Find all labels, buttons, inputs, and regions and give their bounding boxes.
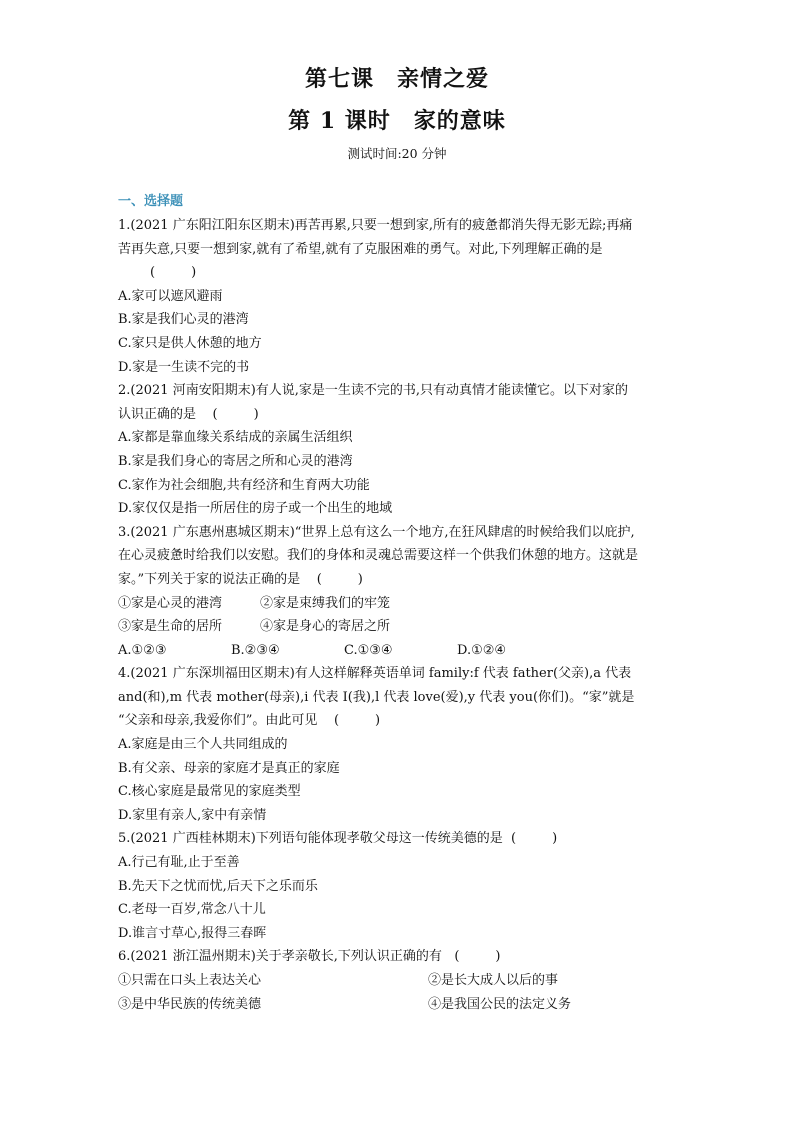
q3-stem-line-3: [118, 568, 678, 592]
paren-open: (: [511, 831, 517, 847]
q4-option-c: C.核心家庭是最常见的家庭类型: [118, 784, 301, 800]
q3-options: [118, 639, 678, 663]
q3-stem-line-2: 在心灵疲惫时给我们以安慰。我们的身体和灵魂总需要这样一个供我们休憩的地方。这就是: [118, 548, 639, 564]
q3-item-3: ③家是生命的居所: [118, 619, 223, 635]
q2-option-d: D.家仅仅是指一所居住的房子或一个出生的地域: [118, 501, 393, 517]
q2-option-b: B.家是我们身心的寄居之所和心灵的港湾: [118, 453, 353, 469]
q1-stem-line-2: 苦再失意,只要一想到家,就有了希望,就有了克服困难的勇气。对此,下列理解正确的是: [118, 241, 603, 257]
q1-answer-paren: [118, 261, 678, 285]
q3-item-1: ①家是心灵的港湾: [118, 595, 223, 611]
q3-option-a: A.①②③: [118, 642, 167, 658]
q3-item-2: ②家是束缚我们的牢笼: [260, 595, 391, 611]
q5-option-c: C.老母一百岁,常念八十儿: [118, 902, 266, 918]
paren-close: ): [191, 265, 197, 281]
q5-stem-line-1: [118, 827, 678, 851]
q6-item-1: ①只需在口头上表达关心: [118, 973, 262, 988]
q3-stem-line-1: 3.(2021 广东惠州惠城区期末)“世界上总有这么一个地方,在狂风肆虐的时候给我们以庇护,: [118, 524, 635, 540]
paren-open: (: [316, 571, 322, 587]
q2-stem-line-2: [118, 403, 678, 427]
paren-close: ): [552, 831, 558, 847]
q2-option-c: C.家作为社会细胞,共有经济和生育两大功能: [118, 477, 370, 493]
question-list: [118, 214, 678, 1016]
q1-stem-line-1: 1.(2021 广东阳江阳东区期末)再苦再累,只要一想到家,所有的疲惫都消失得无影无踪;再痛: [118, 218, 633, 233]
q5-option-a: A.行己有耻,止于至善: [118, 855, 240, 871]
q3-item-4: ④家是身心的寄居之所: [260, 619, 391, 635]
q6-items-row-2: [118, 993, 678, 1017]
q2-stem-text: 认识正确的是: [118, 406, 197, 422]
q4-stem-line-2: and(和),m 代表 mother(母亲),i 代表 I(我),l 代表 love(爱),y 代表 you(你们)。“家”就是: [118, 689, 635, 705]
q3-option-b: B.②③④: [231, 642, 280, 658]
q6-items-row-1: [118, 969, 678, 993]
q3-stem-text: 家。”下列关于家的说法正确的是: [118, 571, 301, 587]
paren-open: (: [454, 949, 460, 965]
q2-option-a: A.家都是靠血缘关系结成的亲属生活组织: [118, 430, 353, 446]
q4-option-d: D.家里有亲人,家中有亲情: [118, 807, 267, 823]
q5-stem-text: 5.(2021 广西桂林期末)下列语句能体现孝敬父母这一传统美德的是: [118, 831, 503, 847]
q6-item-3: ③是中华民族的传统美德: [118, 996, 262, 1012]
section-title: 一、选择题: [118, 194, 184, 209]
paren-close: ): [495, 949, 501, 965]
paren-open: (: [333, 713, 340, 729]
q4-option-a: A.家庭是由三个人共同组成的: [118, 737, 288, 753]
paren-close: ): [253, 406, 259, 422]
q3-items-row-2: [118, 615, 678, 639]
q1-option-d: D.家是一生读不完的书: [118, 359, 250, 375]
paren-close: ): [357, 571, 363, 587]
q3-option-d: D.①②④: [457, 642, 507, 658]
q1-option-b: B.家是我们心灵的港湾: [118, 312, 249, 328]
lesson-title: 第七课 亲情之爱: [304, 66, 489, 92]
q6-item-2: ②是长大成人以后的事: [428, 973, 559, 988]
q6-item-4: ④是我国公民的法定义务: [428, 996, 572, 1012]
q1-option-c: C.家只是供人休憩的地方: [118, 335, 262, 351]
q6-stem-text: 6.(2021 浙江温州期末)关于孝亲敬长,下列认识正确的有: [118, 949, 442, 965]
q5-option-d: D.谁言寸草心,报得三春晖: [118, 925, 267, 941]
q4-option-b: B.有父亲、母亲的家庭才是真正的家庭: [118, 760, 340, 776]
q2-stem-line-1: 2.(2021 河南安阳期末)有人说,家是一生读不完的书,只有动真情才能读懂它。以下对家的: [118, 383, 629, 399]
q5-option-b: B.先天下之忧而忧,后天下之乐而乐: [118, 878, 318, 894]
q4-stem-text: “父亲和母亲,我爱你们”。由此可见: [118, 713, 318, 729]
q1-option-a: A.家可以遮风避雨: [118, 288, 223, 304]
paren-close: ): [375, 713, 381, 729]
paren-open: (: [150, 265, 156, 281]
q4-stem-line-3: [118, 709, 678, 733]
q3-items-row-1: [118, 592, 678, 616]
q4-stem-line-1: 4.(2021 广东深圳福田区期末)有人这样解释英语单词 family:f 代表 father(父亲),a 代表: [118, 666, 632, 682]
test-time: 测试时间:20 分钟: [347, 146, 447, 161]
paren-open: (: [212, 406, 218, 422]
lesson-subtitle: 第 1 课时 家的意味: [288, 108, 506, 134]
q6-stem-line-1: [118, 945, 678, 969]
q3-option-c: C.①③④: [344, 642, 393, 658]
